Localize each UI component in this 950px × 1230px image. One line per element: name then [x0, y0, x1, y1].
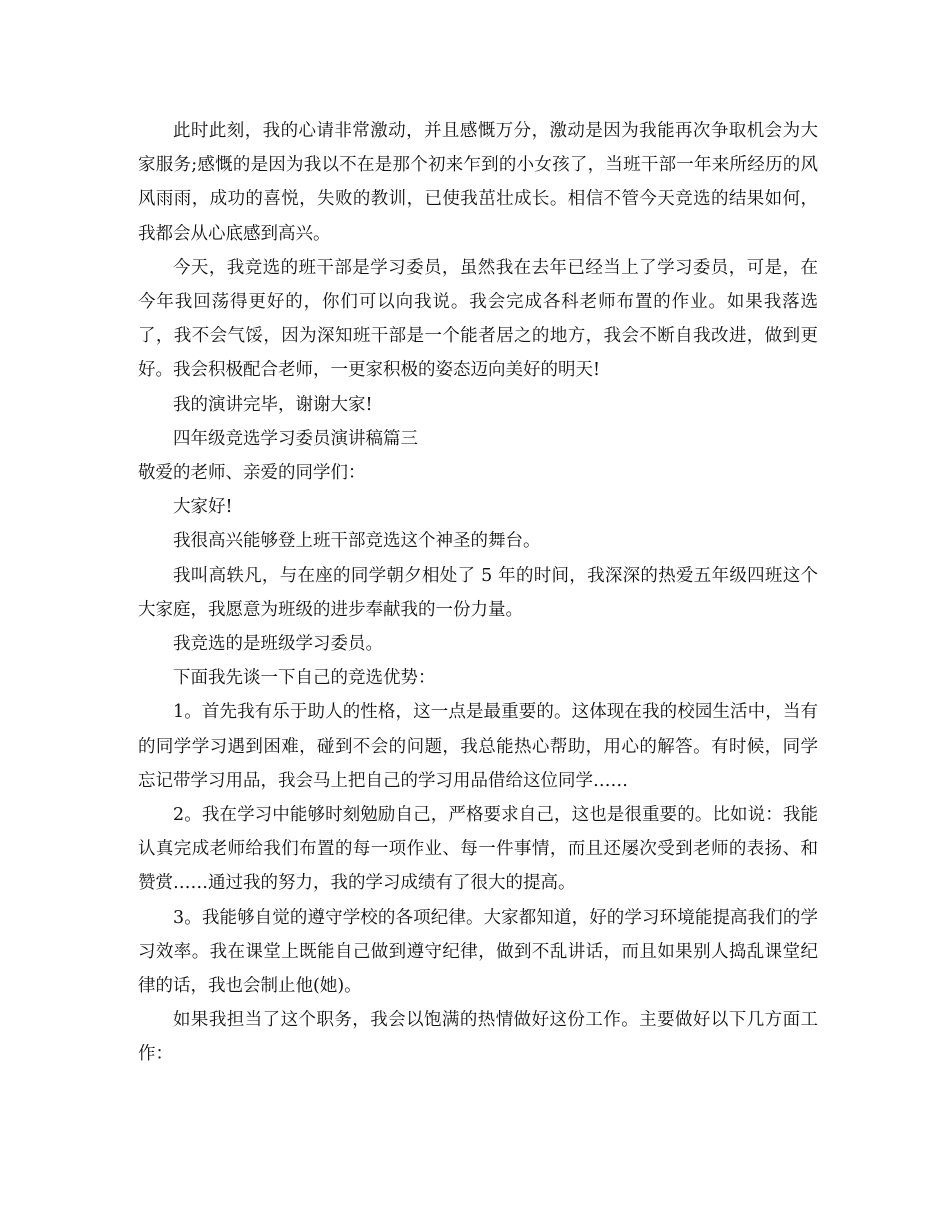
paragraph: 我很高兴能够登上班干部竞选这个神圣的舞台。	[173, 531, 541, 552]
section-title: 四年级竞选学习委员演讲稿篇三	[173, 428, 418, 449]
paragraph: 如果我担当了这个职务，我会以饱满的热情做好这份工作。主要做好以下几方面工作：	[138, 1010, 818, 1065]
paragraph: 下面我先谈一下自己的竞选优势：	[173, 668, 436, 689]
list-item: 1。首先我有乐于助人的性格，这一点是最重要的。这体现在我的校园生活中，当有的同学学习遇到困难，碰到不会的问题，我总能热心帮助，用心的解答。有时候，同学忘记带学习用品，我会马上把自己的学习用品借给这位同学……	[138, 702, 818, 791]
paragraph: 今天，我竞选的班干部是学习委员，虽然我在去年已经当上了学习委员，可是，在今年我回荡得更好的，你们可以向我说。我会完成各科老师布置的作业。如果我落选了，我不会气馁，因为深知班干部是一个能者居之的地方，我会不断自我改进，做到更好。我会积极配合老师，一更家积极的姿态迈向美好的明天!	[138, 257, 818, 381]
paragraph: 此时此刻，我的心请非常激动，并且感慨万分，激动是因为我能再次争取机会为大家服务;感慨的是因为我以不在是那个初来乍到的小女孩了，当班干部一年来所经历的风风雨雨，成功的喜悦，失败的教训，已使我茁壮成长。相信不管今天竞选的结果如何，我都会从心底感到高兴。	[138, 121, 818, 244]
paragraph: 我竞选的是班级学习委员。	[173, 634, 383, 655]
list-item: 3。我能够自觉的遵守学校的各项纪律。大家都知道，好的学习环境能提高我们的学习效率。我在课堂上既能自己做到遵守纪律，做到不乱讲话，而且如果别人捣乱课堂纪律的话，我也会制止他(她)。	[138, 907, 818, 997]
greeting: 大家好!	[173, 497, 233, 518]
paragraph: 我叫高轶凡，与在座的同学朝夕相处了 5 年的时间，我深深的热爱五年级四班这个大家庭，我愿意为班级的进步奉献我的一份力量。	[138, 565, 818, 620]
paragraph: 我的演讲完毕，谢谢大家!	[173, 394, 373, 415]
list-item: 2。我在学习中能够时刻勉励自己，严格要求自己，这也是很重要的。比如说：我能认真完成老师给我们布置的每一项作业、每一件事情，而且还屡次受到老师的表扬、和赞赏……通过我的努力，我的学习成绩有了很大的提高。	[138, 805, 818, 894]
document-body	[138, 114, 818, 1072]
salutation: 敬爱的老师、亲爱的同学们：	[138, 463, 366, 484]
